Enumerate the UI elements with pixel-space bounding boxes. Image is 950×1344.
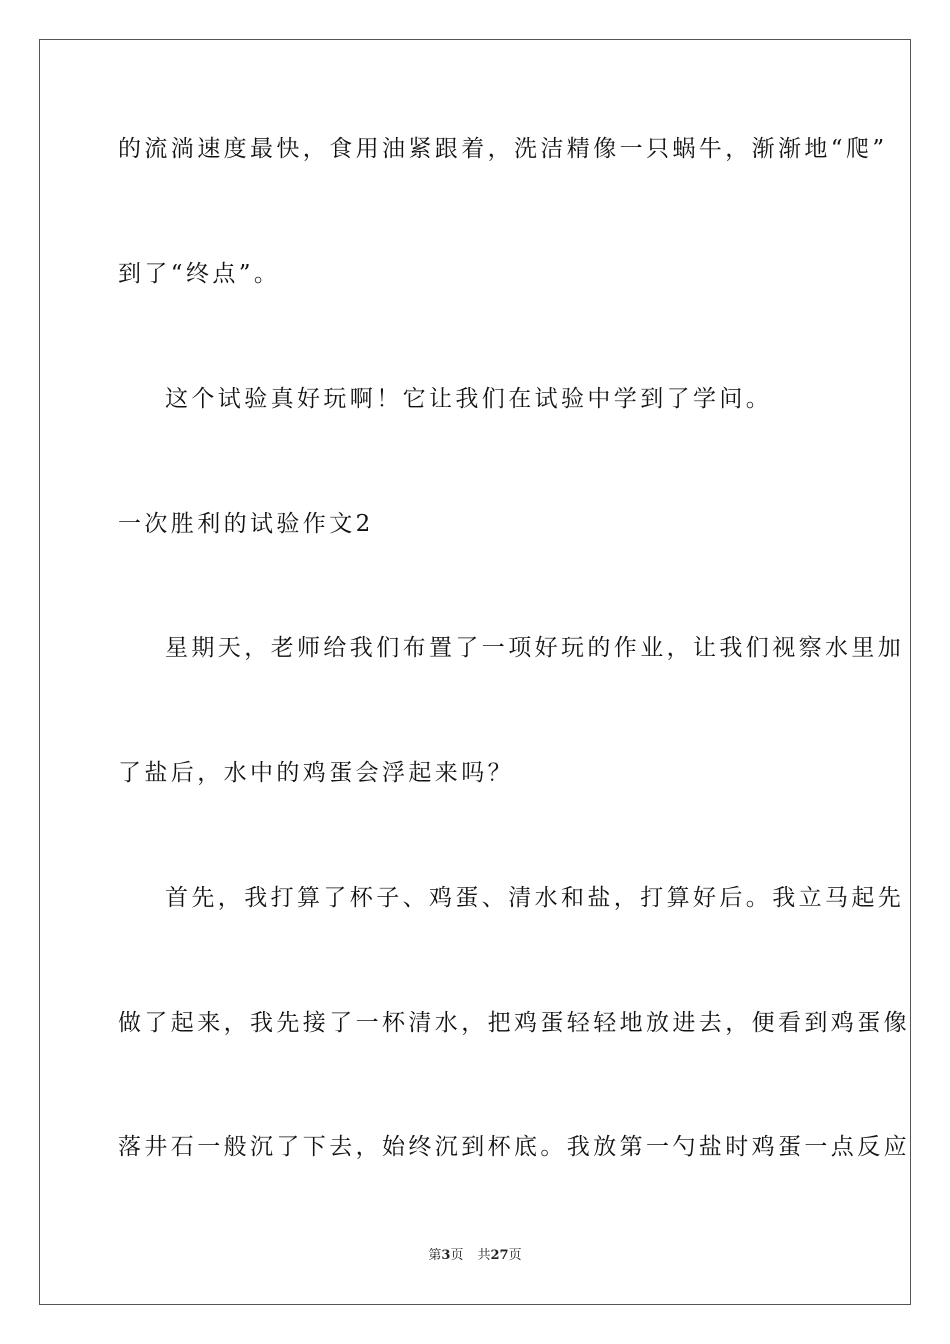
page-suffix: 页 xyxy=(450,1248,464,1263)
paragraph-line-6: 了盐后，水中的鸡蛋会浮起来吗？ xyxy=(118,760,514,786)
total-suffix: 页 xyxy=(508,1248,522,1263)
page-border xyxy=(39,39,911,1305)
paragraph-line-3: 这个试验真好玩啊！它让我们在试验中学到了学问。 xyxy=(165,386,773,412)
page-footer xyxy=(0,1248,950,1264)
total-pages: 27 xyxy=(490,1248,509,1263)
paragraph-line-5: 星期天，老师给我们布置了一项好玩的作业，让我们视察水里加 xyxy=(165,635,905,661)
page-number: 3 xyxy=(441,1248,451,1263)
paragraph-line-2: 到了“终点”。 xyxy=(118,261,281,287)
paragraph-line-1: 的流淌速度最快，食用油紧跟着，洗洁精像一只蜗牛，渐渐地“爬” xyxy=(118,136,888,162)
total-prefix: 共 xyxy=(477,1248,491,1263)
section-heading: 一次胜利的试验作文2 xyxy=(118,511,374,537)
page-prefix: 第 xyxy=(428,1248,442,1263)
paragraph-line-7: 首先，我打算了杯子、鸡蛋、清水和盐，打算好后。我立马起先 xyxy=(165,885,905,911)
paragraph-line-9: 落井石一般沉了下去，始终沉到杯底。我放第一勺盐时鸡蛋一点反应 xyxy=(118,1134,910,1160)
paragraph-line-8: 做了起来，我先接了一杯清水，把鸡蛋轻轻地放进去，便看到鸡蛋像 xyxy=(118,1010,910,1036)
